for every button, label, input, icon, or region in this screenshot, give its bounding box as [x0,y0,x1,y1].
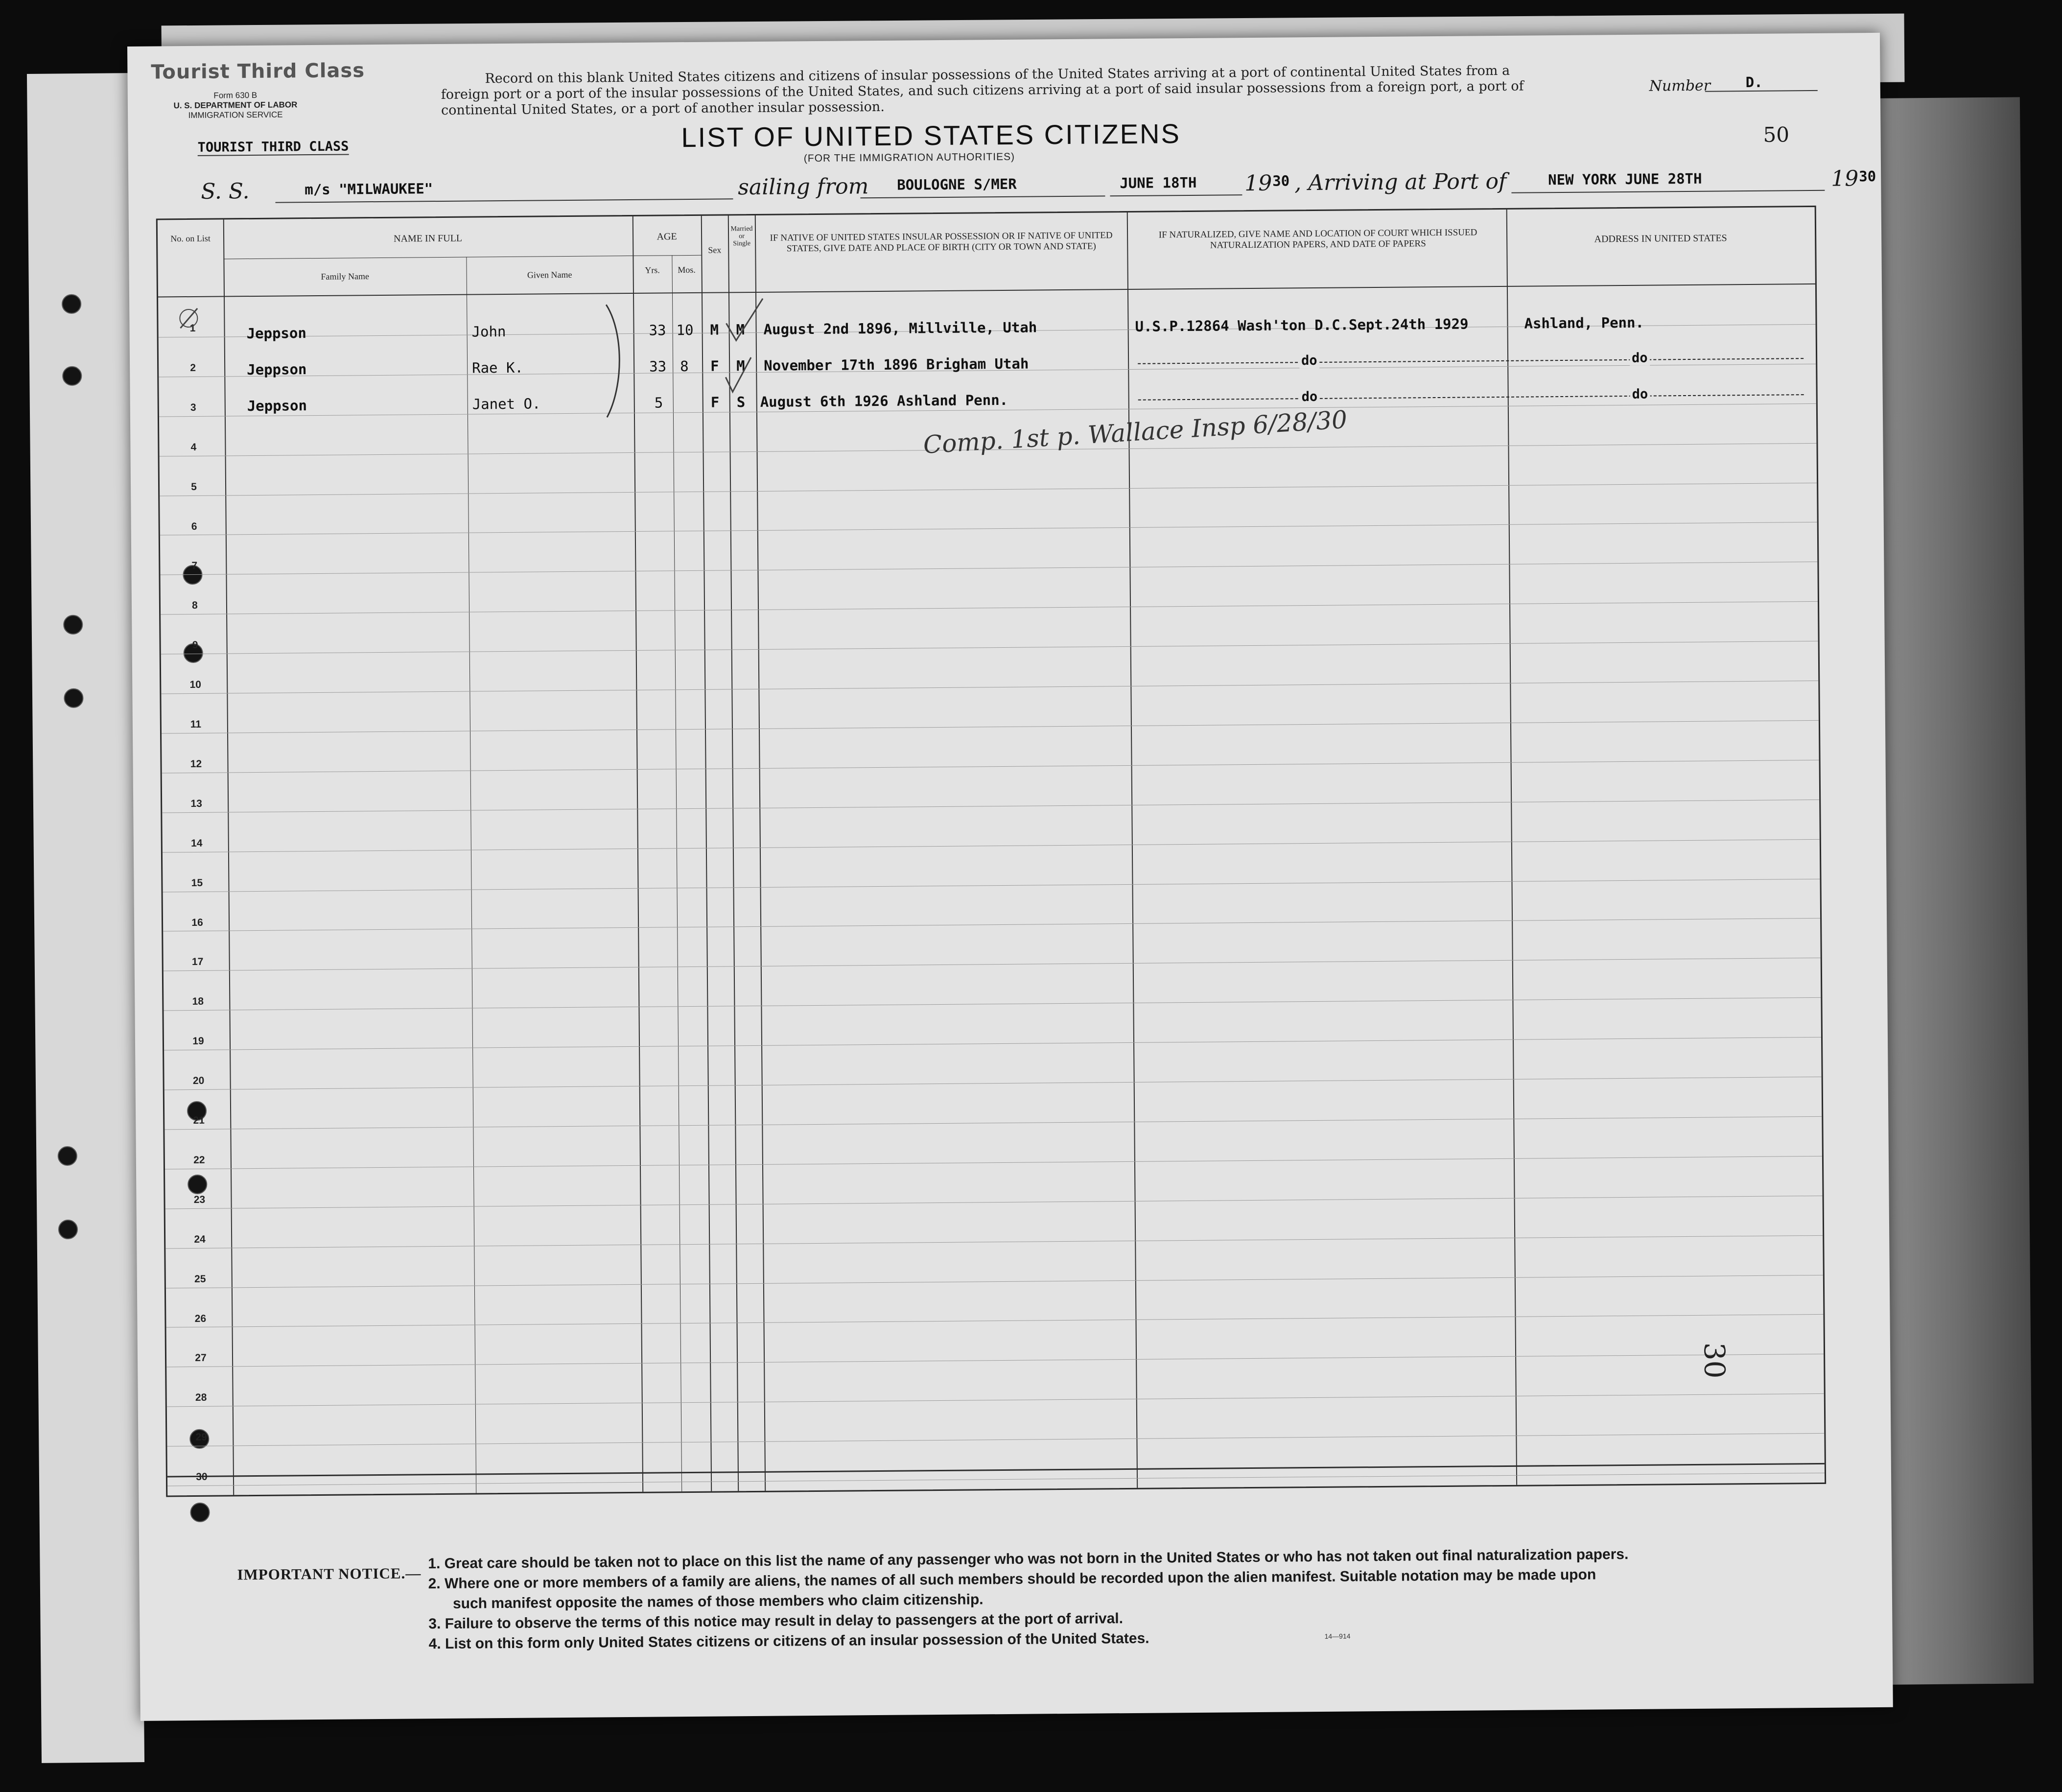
class-typed: TOURIST THIRD CLASS [197,139,349,155]
row-rule [167,1433,1824,1447]
row-rule [162,800,1819,813]
printer-code: 14—914 [1324,1632,1351,1640]
header-yrs: Yrs. [645,265,660,275]
punch-hole [58,1220,78,1239]
handwritten-note: Comp. 1st p. Wallace Insp 6/28/30 [922,405,1348,459]
header-family-name: Family Name [321,271,370,282]
arriving-year-prefix: 19 [1831,166,1859,191]
row-rule [165,1156,1822,1170]
row-rule [161,601,1818,615]
row-2-ditto-line [1138,358,1804,364]
row-number: 22 [193,1154,205,1166]
row-2-family: Jeppson [247,361,307,378]
row-rule [166,1314,1824,1328]
notice-item-2-cont: such manifest opposite the names of those members who claim citizenship. [452,1591,984,1612]
intro-text: Record on this blank United States citizens and citizens of insular possessions of the United States arriving at a port of continental United States from a foreign port or a port of the insular possessions of the United States, and such citizens arriving at a port of said insular possessions from a foreign port, a port of continental United States, or a port of another insular possession. [441,63,1524,118]
row-number: 16 [191,917,203,928]
row-number: 8 [192,600,198,612]
sailing-label: sailing from [738,174,869,200]
row-3-married: S [736,394,746,411]
notice-item-3: 3. Failure to observe the terms of this notice may result in delay to passengers at the port of arrival. [428,1610,1124,1632]
row-1-birth: August 2nd 1896, Millville, Utah [763,319,1037,338]
sailing-from: BOULOGNE S/MER [897,175,1017,193]
header-mos: Mos. [678,264,696,275]
row-1-given: John [471,323,506,340]
sailing-year-prefix: 19 [1244,170,1272,196]
ship-line [276,198,733,203]
row-3-yrs: 5 [654,394,663,411]
header-address: ADDRESS IN UNITED STATES [1594,233,1727,245]
row-number: 13 [190,798,202,809]
page-title: LIST OF UNITED STATES CITIZENS [681,118,1181,153]
notice-label: IMPORTANT NOTICE.— [237,1564,422,1583]
page-subtitle: (FOR THE IMMIGRATION AUTHORITIES) [803,151,1015,165]
manifest-sheet [127,33,1893,1721]
row-2-yrs: 33 [649,358,667,375]
row-rule [161,681,1818,694]
row-3-sex: F [710,394,720,411]
row-1-family: Jeppson [246,325,306,342]
row-number: 19 [192,1036,204,1047]
arriving-line [1511,190,1825,193]
row-1-mos: 10 [676,321,694,339]
row-rule [162,720,1819,734]
row-number: 24 [194,1233,206,1245]
row-3-birth: August 6th 1926 Ashland Penn. [760,391,1008,410]
row-number: 14 [191,837,203,849]
header-married: Married or Single [730,225,753,248]
row-rule [166,1354,1824,1368]
header-birth: IF NATIVE OF UNITED STATES INSULAR POSSESSION OR IF NATIVE OF UNITED STATES, GIVE DATE AND PLACE OF BIRTH (CITY OR TOWN AND STATE) [770,230,1113,254]
row-number: 17 [191,956,204,968]
row-number: 23 [193,1194,206,1205]
row-2-naturalized: do [1299,353,1319,368]
notice-item-2: 2. Where one or more members of a family are aliens, the names of all such members should be recorded upon the alien manifest. Suitable notation may be made upon [428,1566,1596,1592]
punch-hole [62,294,81,314]
family-bracket [604,302,624,420]
header-sex: Sex [708,245,722,255]
row-1-naturalized: U.S.P.12864 Wash'ton D.C.Sept.24th 1929 [1135,315,1469,335]
page-number: 50 [1763,122,1790,147]
underlying-page-left [27,73,144,1763]
row-number: 10 [189,679,202,691]
sailing-year: 30 [1272,172,1290,189]
row-3-given: Janet O. [472,395,541,413]
punch-hole [63,615,83,635]
row-rule [163,878,1820,892]
arriving-year: 30 [1859,167,1876,185]
tourist-class-stamp: Tourist Third Class [151,59,365,84]
row-rule [163,839,1820,852]
row-3-naturalized: do [1300,389,1320,404]
row-1-address: Ashland, Penn. [1524,314,1644,332]
row-number: 4 [190,441,197,453]
arriving-port: NEW YORK JUNE 28TH [1548,170,1702,189]
row-rule [164,1037,1821,1051]
header-no: No. on List [170,233,211,244]
row-rule [161,641,1818,655]
row-rule [164,1077,1822,1090]
service: IMMIGRATION SERVICE [188,110,283,120]
row-rule [163,918,1820,932]
row-2-mos: 8 [680,358,689,375]
row-number: 1 [189,322,196,334]
row-number: 29 [195,1431,208,1443]
passenger-table [156,206,1826,1497]
row-number: 6 [191,520,197,532]
row-rule [164,958,1821,971]
row-number: 21 [193,1114,205,1127]
row-2-married: M [736,357,745,375]
row-1-married: M [736,321,745,338]
header-name-in-full: NAME IN FULL [394,233,463,244]
check-marks [721,294,771,422]
row-2-sex: F [710,357,719,375]
arriving-label: , Arriving at Port of [1294,168,1507,196]
row-number: 18 [192,996,204,1008]
ss-label: S. S. [201,179,250,204]
row-rule [160,522,1817,536]
sailing-date: JUNE 18TH [1120,174,1197,192]
notice-item-1: 1. Great care should be taken not to place on this list the name of any passenger who was not born in the United States or who has not taken out final naturalization papers. [428,1546,1629,1572]
row-rule [162,760,1819,774]
header-given-name: Given Name [527,269,572,280]
row-rule [165,1235,1823,1249]
punch-hole [190,1503,210,1522]
row-rule [166,1274,1823,1288]
sailing-date-line [1110,194,1242,196]
row-number: 12 [190,758,202,770]
row-number: 26 [194,1313,207,1324]
department: U. S. DEPARTMENT OF LABOR [173,100,298,111]
row-rule [164,1116,1822,1130]
row-number: 20 [192,1075,205,1087]
row-rule [165,1196,1823,1209]
row-2-birth: November 17th 1896 Brigham Utah [764,355,1029,374]
row-3-family: Jeppson [247,397,307,415]
row-2-given: Rae K. [472,359,524,377]
row-number: 30 [196,1471,208,1483]
row-number: 7 [191,560,198,572]
header-age: AGE [656,231,677,242]
row-1-sex: M [710,321,719,338]
row-rule [167,1393,1824,1407]
row-number: 27 [195,1352,207,1364]
row-1-yrs: 33 [649,322,666,339]
row-3-ditto-line [1138,394,1804,401]
row-number: 5 [191,481,197,493]
number-value: D. [1745,73,1763,91]
side-number: 30 [1697,1342,1732,1379]
row-number: 15 [191,877,203,889]
notice-item-4: 4. List on this form only United States citizens or citizens of an insular possession of the United States. [428,1630,1149,1652]
row-2-address: do [1630,351,1650,366]
punch-hole [64,688,83,708]
header-naturalized: IF NATURALIZED, GIVE NAME AND LOCATION OF COURT WHICH ISSUED NATURALIZATION PAPERS, AND DATE OF PAPERS [1158,227,1477,251]
sailing-from-line [860,195,1105,198]
punch-hole [58,1146,77,1166]
row-rule [160,562,1817,575]
row-3-address: do [1630,387,1650,402]
form-number: Form 630 B [213,90,258,100]
row-rule [160,482,1817,496]
row-number: 11 [190,718,202,731]
row-number: 2 [190,362,196,374]
row-tick-mark [178,306,202,330]
row-number: 3 [190,401,196,413]
ship-name: m/s "MILWAUKEE" [305,180,433,198]
row-rule [164,997,1821,1011]
number-label: Number [1649,77,1711,95]
row-number: 9 [192,639,198,651]
row-number: 25 [194,1273,206,1285]
punch-hole [62,366,82,386]
row-number: 28 [195,1392,207,1404]
